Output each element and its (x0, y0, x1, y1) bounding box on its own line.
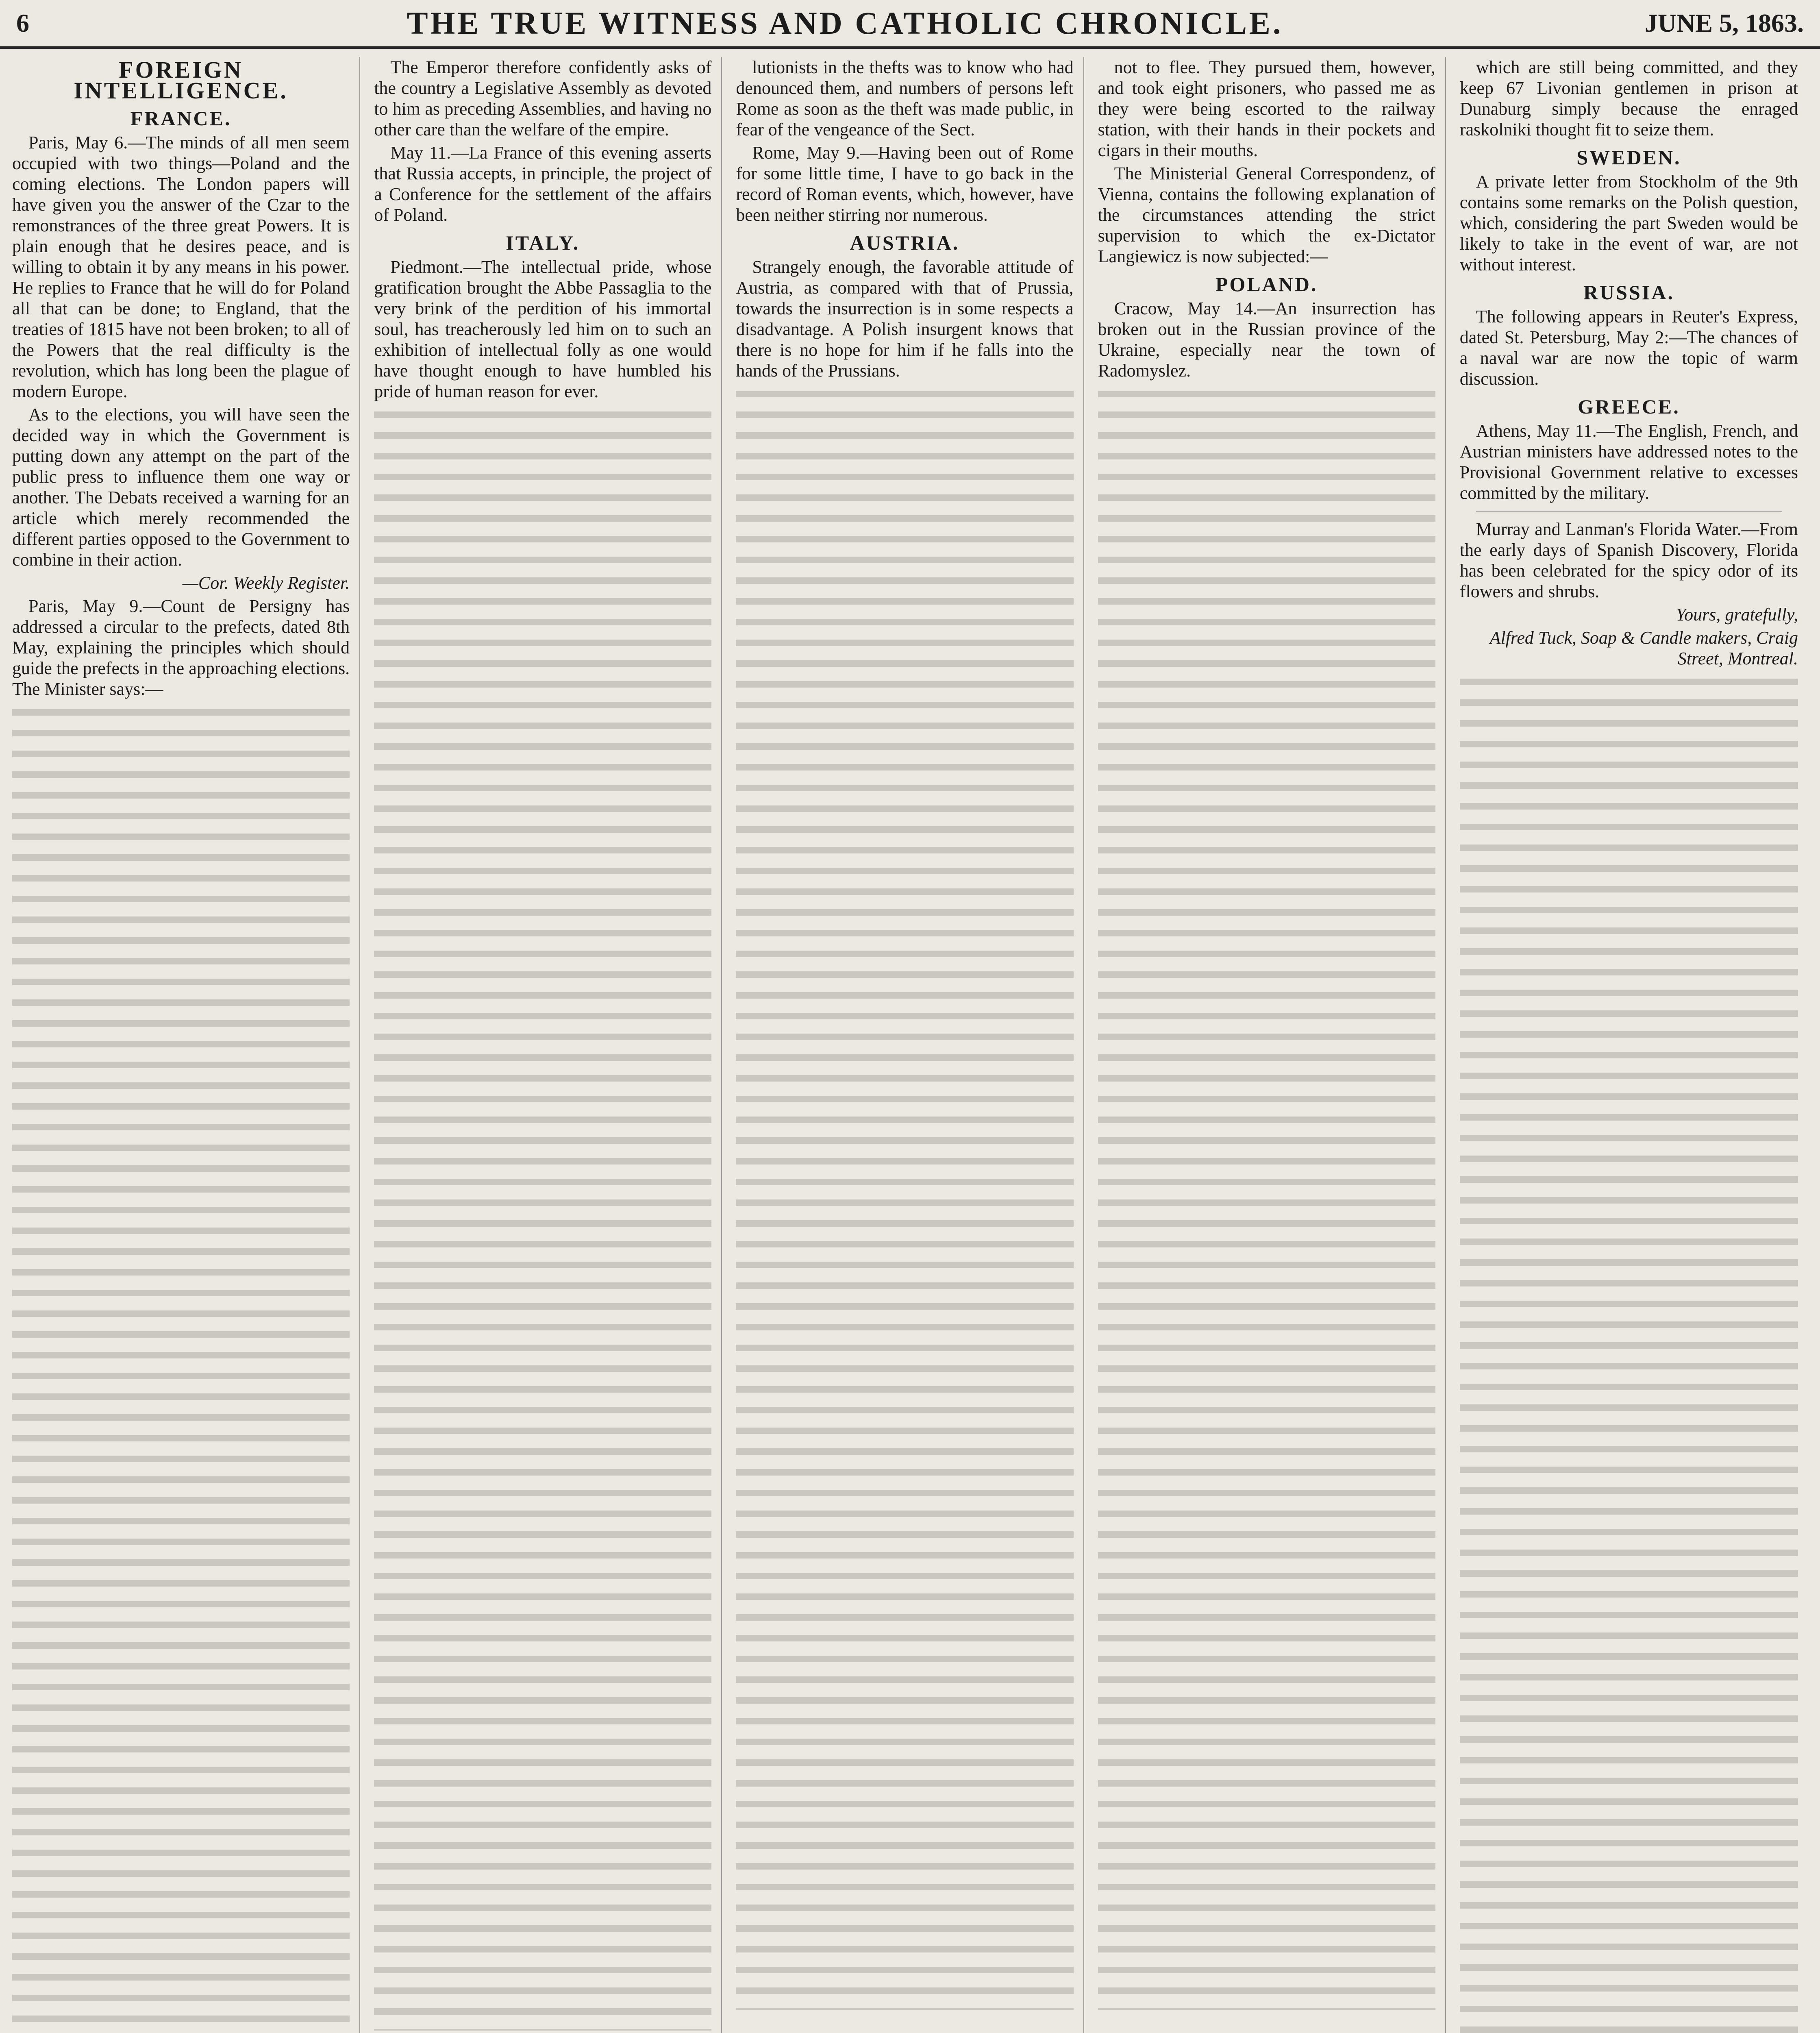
column-2 (374, 57, 722, 2033)
article-columns (12, 57, 1808, 2033)
country-heading: POLAND. (1215, 273, 1318, 296)
newspaper-title: THE TRUE WITNESS AND CATHOLIC CHRONICLE. (407, 5, 1283, 41)
advertisement-closing: Yours, gratefully, (1676, 605, 1798, 625)
country-heading: GREECE. (1578, 395, 1680, 418)
article-paragraph: A private letter from Stockholm of the 9th contains some remarks on the Polish question, which, considering the part Sweden would be likely to take in the event of war, are not without interest. (1459, 172, 1798, 274)
issue-date: JUNE 5, 1863. (1644, 9, 1804, 37)
masthead (0, 0, 1820, 49)
article-paragraph: The Ministerial General Correspondenz, of Vienna, contains the following explanation of the circumstances attending the strict supervision to which the ex-Dictator Langiewicz is now subjected:— (1098, 163, 1435, 266)
column-1 (12, 57, 360, 2033)
article-paragraph: Paris, May 9.—Count de Persigny has addressed a circular to the prefects, dated 8th May, explaining the principles which should guide the prefects in the approaching elections. The Minister says:— (12, 596, 350, 699)
article-paragraph: May 11.—La France of this evening asserts that Russia accepts, in principle, the project of a Conference for the settlement of the affairs of Poland. (374, 143, 712, 225)
article-signature: —Cor. Weekly Register. (182, 573, 350, 593)
article-paragraph: Cracow, May 14.—An insurrection has broken out in the Russian province of the Ukraine, especially near the town of Radomyslez. (1098, 298, 1435, 381)
divider (1476, 511, 1782, 512)
article-paragraph: Rome, May 9.—Having been out of Rome for some little time, I have to go back in the record of Roman events, which, however, have been neither stirring nor numerous. (736, 143, 1074, 225)
section-heading: FOREIGN INTELLIGENCE. (74, 57, 288, 104)
advertisement-signature: Alfred Tuck, Soap & Candle makers, Craig Street, Montreal. (1489, 628, 1798, 668)
country-heading: AUSTRIA. (850, 231, 960, 254)
column-3 (736, 57, 1084, 2033)
article-paragraph: Paris, May 6.—The minds of all men seem occupied with two things—Poland and the coming elections. The London papers will have given you the answer of the Czar to the remonstrances of the three great Powers. It is plain enough that he desires peace, and is willing to obtain it by any means in his power. He replies to France that he will do for Poland all that can be done; to England, that the treaties of 1815 have not been broken; to all of the Powers that the real difficulty is the revolution, which has long been the plague of modern Europe. (12, 133, 350, 401)
article-paragraph: which are still being committed, and they keep 67 Livonian gentlemen in prison at Dunaburg simply because the enraged raskolniki thought fit to seize them. (1459, 57, 1798, 139)
column-4 (1098, 57, 1446, 2033)
text-body-filler (12, 702, 350, 2033)
country-heading: SWEDEN. (1576, 146, 1681, 169)
text-body-filler (374, 404, 711, 2031)
advertisement-paragraph: Murray and Lanman's Florida Water.—From the early days of Spanish Discovery, Florida has been celebrated for the spicy odor of its flowers and shrubs. (1459, 519, 1798, 601)
article-paragraph: not to flee. They pursued them, however, and took eight prisoners, who passed me as they were being escorted to the railway station, with their hands in their pockets and cigars in their mouths. (1098, 57, 1435, 160)
article-paragraph: Athens, May 11.—The English, French, and Austrian ministers have addressed notes to the Provisional Government relative to excesses committed by the military. (1459, 421, 1798, 503)
country-heading: FRANCE. (130, 107, 232, 130)
article-paragraph: lutionists in the thefts was to know who had denounced them, and numbers of persons left Rome as soon as the theft was made public, in fear of the vengeance of the Sect. (736, 57, 1074, 139)
text-body-filler (1098, 383, 1435, 2010)
article-paragraph: Piedmont.—The intellectual pride, whose gratification brought the Abbe Passaglia to the very brink of the perdition of his immortal soul, has treacherously led him on to such an exhibition of intellectual folly as one would have thought enough to have humbled his pride of human reason for ever. (374, 257, 712, 401)
article-paragraph: As to the elections, you will have seen the decided way in which the Government is putting down any attempt on the part of the public press to influence them one way or another. The Debats received a warning for an article which merely recommended the different parties opposed to the Government to combine in their action. (12, 405, 350, 570)
page-number: 6 (16, 9, 29, 37)
text-body-filler (1460, 671, 1798, 2033)
country-heading: ITALY. (506, 231, 580, 254)
article-paragraph: The Emperor therefore confidently asks of the country a Legislative Assembly as devoted to him as preceding Assemblies, and having no other care than the welfare of the empire. (374, 57, 712, 139)
article-paragraph: The following appears in Reuter's Express, dated St. Petersburg, May 2:—The chances of a naval war are now the topic of warm discussion. (1459, 307, 1798, 389)
text-body-filler (736, 383, 1073, 2010)
country-heading: RUSSIA. (1583, 281, 1674, 304)
article-paragraph: Strangely enough, the favorable attitude of Austria, as compared with that of Prussia, towards the insurrection is in some respects a disadvantage. A Polish insurgent knows that there is no hope for him if he falls into the hands of the Prussians. (736, 257, 1074, 381)
column-5 (1460, 57, 1808, 2033)
